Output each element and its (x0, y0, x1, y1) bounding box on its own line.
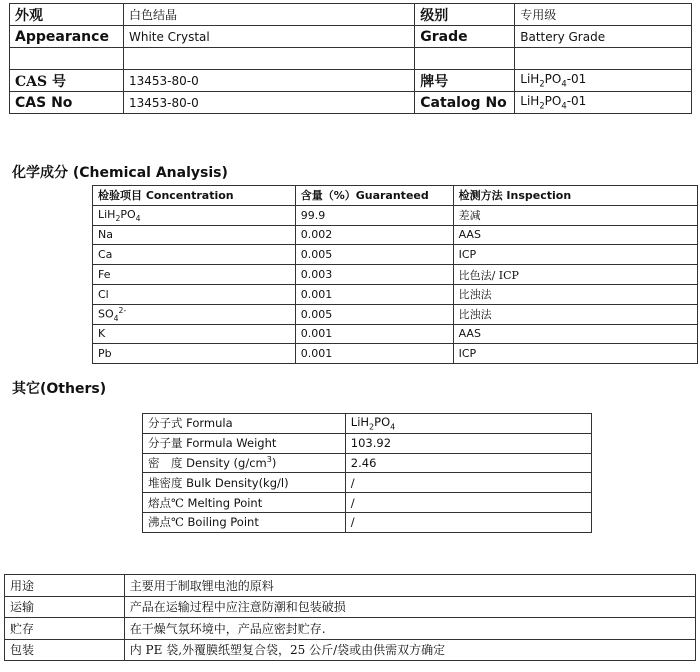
property-value: 2.46 (345, 453, 591, 473)
property-value: 103.92 (345, 433, 591, 453)
table-row (93, 245, 698, 265)
item-cell: $LiH_2PO_4$ (93, 205, 296, 225)
property-value: / (345, 512, 591, 532)
property-label: 沸点℃ Boiling Point (143, 512, 346, 532)
method-cell: ICP (453, 344, 697, 364)
value-cell: 0.005 (295, 304, 453, 324)
table-row (5, 596, 696, 618)
table-row (10, 26, 692, 48)
others-heading: 其它(Others) (12, 381, 107, 397)
chemical-analysis-heading: 化学成分 (Chemical Analysis) (12, 165, 228, 181)
item-cell: Cl (93, 284, 296, 304)
property-value: / (345, 473, 591, 493)
method-cell: 比浊法 (453, 304, 697, 324)
table-row (5, 575, 696, 597)
storage-value: 在干燥气氛环境中，产品应密封贮存. (124, 618, 695, 640)
table-row (143, 493, 592, 513)
table-header-row (93, 186, 698, 206)
empty-cell (123, 48, 414, 70)
table-row (143, 453, 592, 473)
column-header-inspection: 检测方法 Inspection (453, 186, 697, 206)
method-cell: 差减 (453, 205, 697, 225)
catalog-value-zh: $LiH_2PO_4-01$ (515, 70, 692, 92)
value-cell: 0.005 (295, 245, 453, 265)
property-label: 密 度 Density $(g/cm^3)$ (143, 453, 346, 473)
storage-label: 贮存 (5, 618, 125, 640)
empty-cell (515, 48, 692, 70)
value-cell: 0.003 (295, 265, 453, 285)
property-value: $LiH_2PO_4$ (345, 414, 591, 434)
method-cell: AAS (453, 324, 697, 344)
grade-label: Grade (415, 26, 515, 48)
item-cell: Pb (93, 344, 296, 364)
table-row (143, 473, 592, 493)
table-row (93, 284, 698, 304)
table-row (93, 304, 698, 324)
table-row (143, 512, 592, 532)
appearance-label-zh: 外观 (10, 4, 124, 26)
others-table (142, 413, 592, 533)
grade-value-zh: 专用级 (515, 4, 692, 26)
column-header-guaranteed: 含量（%）Guaranteed (295, 186, 453, 206)
cas-value: 13453-80-0 (123, 92, 414, 114)
transport-value: 产品在运输过程中应注意防潮和包装破损 (124, 596, 695, 618)
table-row (93, 205, 698, 225)
appearance-value: White Crystal (123, 26, 414, 48)
value-cell: 0.001 (295, 344, 453, 364)
item-cell: K (93, 324, 296, 344)
method-cell: 比色法/ ICP (453, 265, 697, 285)
catalog-value: $LiH_2PO_4-01$ (515, 92, 692, 114)
cas-label: CAS No (10, 92, 124, 114)
grade-value: Battery Grade (515, 26, 692, 48)
property-label: 堆密度 Bulk Density(kg/l) (143, 473, 346, 493)
table-row-empty (10, 48, 692, 70)
table-row (10, 70, 692, 92)
table-row (93, 225, 698, 245)
method-cell: 比浊法 (453, 284, 697, 304)
value-cell: 0.002 (295, 225, 453, 245)
table-row (5, 639, 696, 661)
table-row (143, 414, 592, 434)
catalog-label-zh: 牌号 (415, 70, 515, 92)
usage-label: 用途 (5, 575, 125, 597)
packing-label: 包装 (5, 639, 125, 661)
value-cell: 0.001 (295, 284, 453, 304)
value-cell: 99.9 (295, 205, 453, 225)
empty-cell (415, 48, 515, 70)
value-cell: 0.001 (295, 324, 453, 344)
item-cell: Na (93, 225, 296, 245)
transport-label: 运输 (5, 596, 125, 618)
appearance-label: Appearance (10, 26, 124, 48)
table-row (5, 618, 696, 640)
table-row (143, 433, 592, 453)
item-cell: Fe (93, 265, 296, 285)
item-cell: Ca (93, 245, 296, 265)
property-label: 分子式 Formula (143, 414, 346, 434)
usage-value: 主要用于制取锂电池的原料 (124, 575, 695, 597)
usage-table (4, 574, 696, 661)
catalog-label: Catalog No (415, 92, 515, 114)
table-row (93, 344, 698, 364)
property-label: 分子量 Formula Weight (143, 433, 346, 453)
property-label: 熔点℃ Melting Point (143, 493, 346, 513)
column-header-concentration: 检验项目 Concentration (93, 186, 296, 206)
packing-value: 内 PE 袋,外覆膜纸塑复合袋，25 公斤/袋或由供需双方确定 (124, 639, 695, 661)
table-row (93, 324, 698, 344)
product-info-table (9, 3, 692, 114)
method-cell: AAS (453, 225, 697, 245)
table-row (10, 4, 692, 26)
chemical-analysis-table (92, 185, 698, 364)
method-cell: ICP (453, 245, 697, 265)
appearance-value-zh: 白色结晶 (123, 4, 414, 26)
empty-cell (10, 48, 124, 70)
property-value: / (345, 493, 591, 513)
table-row (10, 92, 692, 114)
table-row (93, 265, 698, 285)
cas-label-zh: CAS 号 (10, 70, 124, 92)
grade-label-zh: 级别 (415, 4, 515, 26)
cas-value-zh: 13453-80-0 (123, 70, 414, 92)
item-cell: $SO_4^{2-}$ (93, 304, 296, 324)
